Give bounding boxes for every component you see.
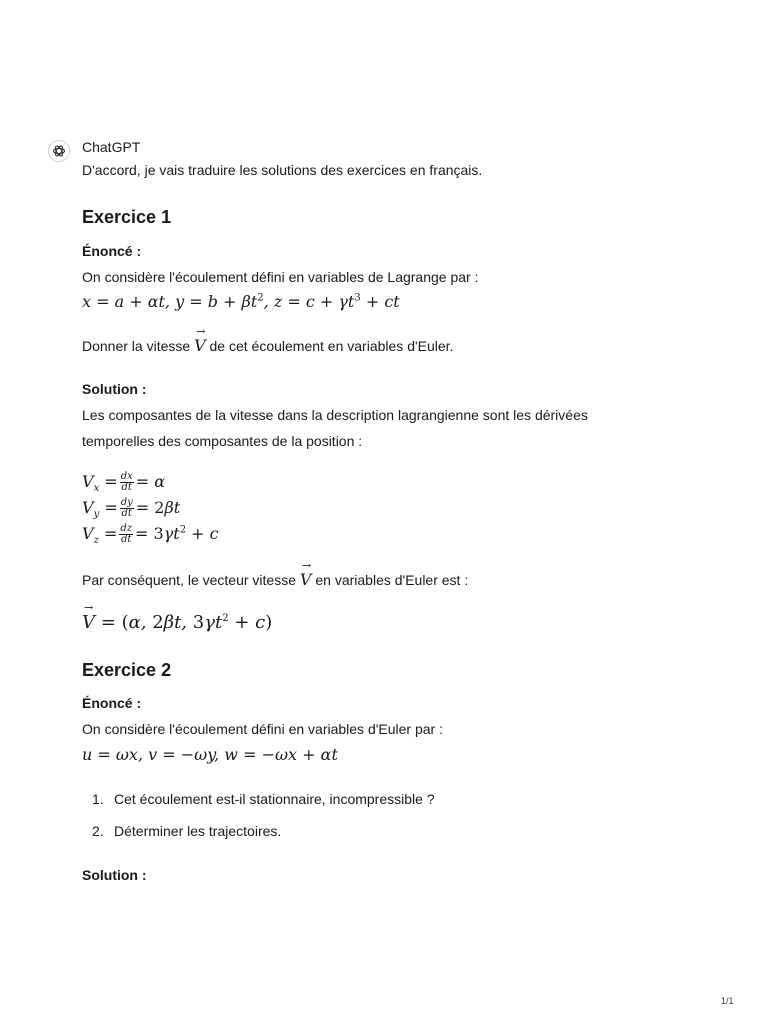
exercise-1-enonce-text: On considère l'écoulement défini en variables de Lagrange par : [82, 269, 479, 285]
velocity-vector-result: → V = (α, 2βt, $3\gamma t^2 + c$) [82, 612, 272, 633]
euler-equations: u = ωx, v = −ωy, w = −ωx + αt [82, 745, 338, 764]
exercise-1-solution-label: Solution : [82, 381, 147, 397]
velocity-vector-symbol: → V [194, 336, 206, 355]
exercise-2-enonce-text: On considère l'écoulement défini en variables d'Euler par : [82, 721, 443, 737]
page-number: 1/1 [721, 996, 734, 1006]
exercise-2-title: Exercice 2 [82, 660, 172, 680]
exercise-2-enonce-label: Énoncé : [82, 695, 142, 711]
vx-equation: $V_x$ = $\frac{dx}{dt}$ = α [82, 471, 166, 495]
vz-equation: $V_z$ = $\frac{dz}{dt}$ = $3\gamma t^2 + c$ [82, 523, 219, 547]
chatgpt-logo-icon [48, 140, 70, 162]
lagrange-equations: x = a + αt, $y = b + \beta t^2$, $z = c + \gamma t^3$ + ct [82, 292, 400, 311]
list-item: 1. Cet écoulement est-il stationnaire, incompressible ? [92, 791, 435, 807]
exercise-1-enonce-label: Énoncé : [82, 243, 142, 259]
velocity-vector-symbol: → V [300, 570, 312, 589]
vy-equation: $V_y$ = $\frac{dy}{dt}$ = 2βt [82, 497, 181, 521]
exercise-1-conclusion: Par conséquent, le vecteur vitesse → V en variables d'Euler est : [82, 570, 468, 589]
exercise-1-solution-line2: temporelles des composantes de la position : [82, 433, 363, 449]
exercise-2-solution-label: Solution : [82, 867, 147, 883]
list-item: 2. Déterminer les trajectoires. [92, 823, 282, 839]
exercise-1-solution-line1: Les composantes de la vitesse dans la description lagrangienne sont les dérivées [82, 407, 588, 423]
author-name: ChatGPT [82, 139, 141, 155]
intro-text: D'accord, je vais traduire les solutions des exercices en français. [82, 162, 483, 178]
exercise-1-question: Donner la vitesse → V de cet écoulement en variables d'Euler. [82, 336, 453, 355]
exercise-1-title: Exercice 1 [82, 207, 172, 227]
